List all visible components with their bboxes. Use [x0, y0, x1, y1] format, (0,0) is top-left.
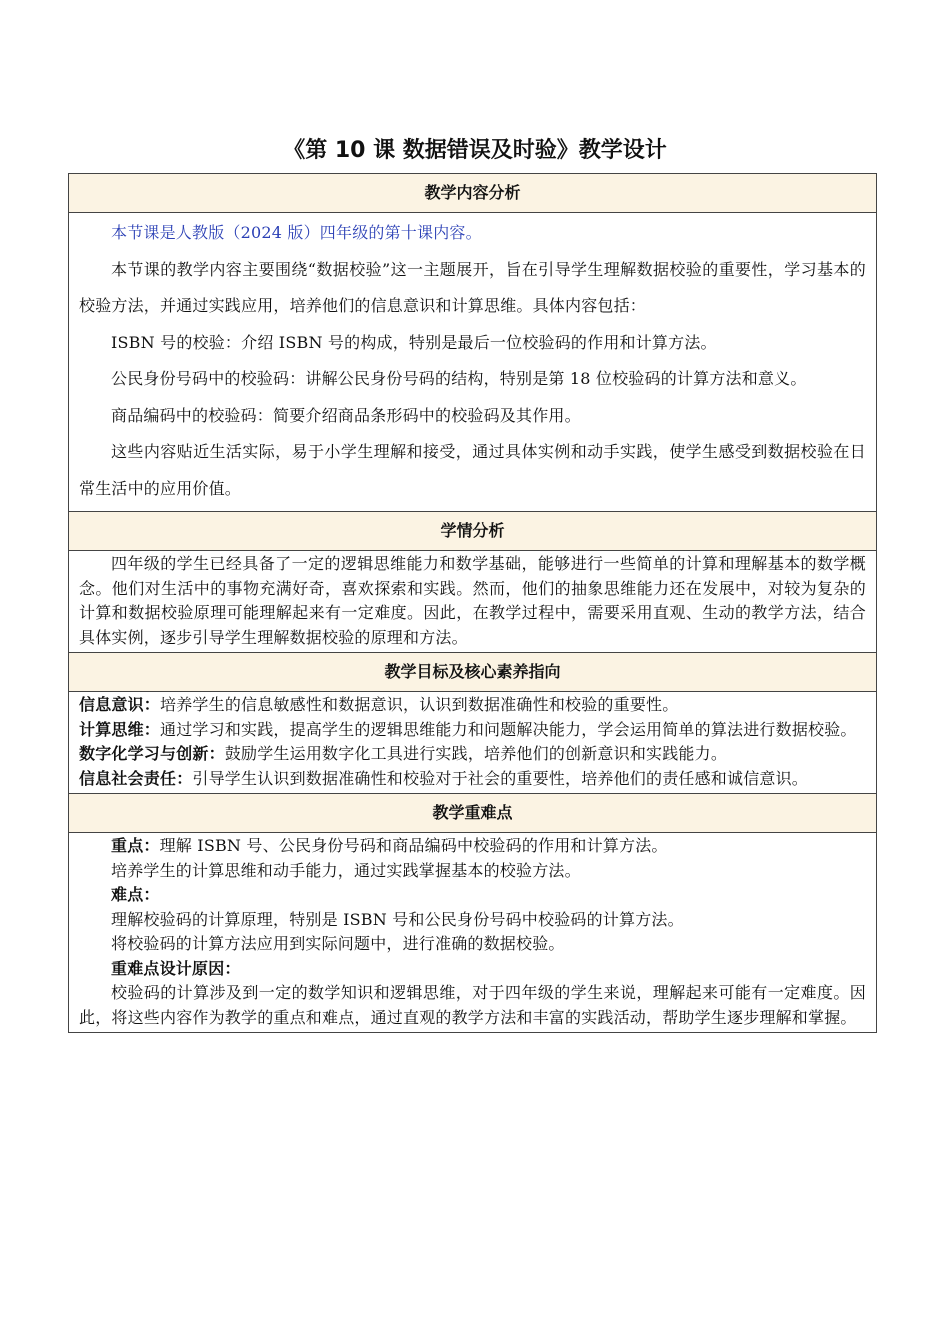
objective-label: 信息意识：: [79, 695, 161, 714]
key-points-body-row: [69, 833, 877, 1033]
key-point-line-2: 培养学生的计算思维和动手能力，通过实践掌握基本的校验方法。: [111, 860, 581, 880]
difficult-point-label-line: [79, 883, 866, 908]
objective-text: 通过学习和实践，提高学生的逻辑思维能力和问题解决能力，学会运用简单的算法进行数据校验。: [160, 719, 857, 739]
content-analysis-header-row: [69, 174, 877, 213]
content-analysis-body-row: [69, 213, 877, 512]
objective-label: 计算思维：: [79, 719, 161, 739]
design-reason-text: 校验码的计算涉及到一定的数学知识和逻辑思维，对于四年级的学生来说，理解起来可能有一定难度。因此，将这些内容作为教学的重点和难点，通过直观的教学方法和丰富的实践活动，帮助学生逐步理解和掌握。: [79, 983, 866, 1027]
content-paragraph-5: 这些内容贴近生活实际，易于小学生理解和接受，通过具体实例和动手实践，使学生感受到数据校验在日常生活中的应用价值。: [79, 442, 866, 498]
objectives-header-row: [69, 653, 877, 692]
lesson-design-table: [68, 173, 877, 1033]
content-analysis-heading: 教学内容分析: [69, 174, 877, 213]
key-point-label: 重点：: [111, 836, 160, 855]
objectives-heading: 教学目标及核心素养指向: [69, 653, 877, 692]
objective-label: 信息社会责任：: [79, 768, 193, 788]
document-title: 《第 10 课 数据错误及时验》教学设计: [283, 138, 667, 163]
content-paragraph-3: 公民身份号码中的校验码：讲解公民身份号码的结构，特别是第 18 位校验码的计算方法和意义。: [111, 369, 807, 388]
key-point-text: 理解 ISBN 号、公民身份号码和商品编码中校验码的作用和计算方法。: [159, 836, 668, 855]
key-points-body: [69, 833, 877, 1033]
student-paragraph: 四年级的学生已经具备了一定的逻辑思维能力和数学基础，能够进行一些简单的计算和理解基本的数学概念。他们对生活中的事物充满好奇，喜欢探索和实践。然而，他们的抽象思维能力还在发展中，对较为复杂的计算和数据校验原理可能理解起来有一定难度。因此，在教学过程中，需要采用直观、生动的教学方法，结合具体实例，逐步引导学生理解数据校验的原理和方法。: [79, 554, 866, 647]
objectives-body: [69, 692, 877, 794]
objective-item: [79, 693, 866, 718]
difficult-point-label: 难点：: [111, 885, 160, 904]
content-intro: 本节课是人教版（2024 版）四年级的第十课内容。: [111, 223, 482, 242]
key-points-header-row: [69, 794, 877, 833]
student-analysis-body: [69, 551, 877, 653]
objectives-body-row: [69, 692, 877, 794]
content-analysis-body: [69, 213, 877, 512]
difficult-point-line-2: 将校验码的计算方法应用到实际问题中，进行准确的数据校验。: [111, 934, 565, 953]
design-reason-label: 重难点设计原因：: [111, 958, 241, 978]
difficult-point-line-1: 理解校验码的计算原理，特别是 ISBN 号和公民身份号码中校验码的计算方法。: [111, 909, 684, 929]
objective-text: 培养学生的信息敏感性和数据意识，认识到数据准确性和校验的重要性。: [160, 695, 679, 714]
objective-item: [79, 718, 866, 743]
objective-text: 鼓励学生运用数字化工具进行实践，培养他们的创新意识和实践能力。: [224, 744, 728, 763]
student-analysis-header-row: [69, 512, 877, 551]
student-analysis-body-row: [69, 551, 877, 653]
content-paragraph-4: 商品编码中的校验码：简要介绍商品条形码中的校验码及其作用。: [111, 405, 581, 425]
objective-label: 数字化学习与创新：: [79, 744, 225, 763]
content-paragraph-2: ISBN 号的校验：介绍 ISBN 号的构成，特别是最后一位校验码的作用和计算方法。: [111, 332, 717, 352]
design-reason-label-line: [79, 957, 866, 982]
objective-text: 引导学生认识到数据准确性和校验对于社会的重要性，培养他们的责任感和诚信意识。: [192, 768, 809, 788]
objective-item: [79, 767, 866, 792]
objective-item: [79, 742, 866, 767]
content-paragraph-1: 本节课的教学内容主要围绕“数据校验”这一主题展开，旨在引导学生理解数据校验的重要性，学习基本的校验方法，并通过实践应用，培养他们的信息意识和计算思维。具体内容包括：: [79, 259, 866, 315]
key-points-heading: 教学重难点: [69, 794, 877, 833]
key-point-line: [79, 834, 866, 859]
student-analysis-heading: 学情分析: [69, 512, 877, 551]
